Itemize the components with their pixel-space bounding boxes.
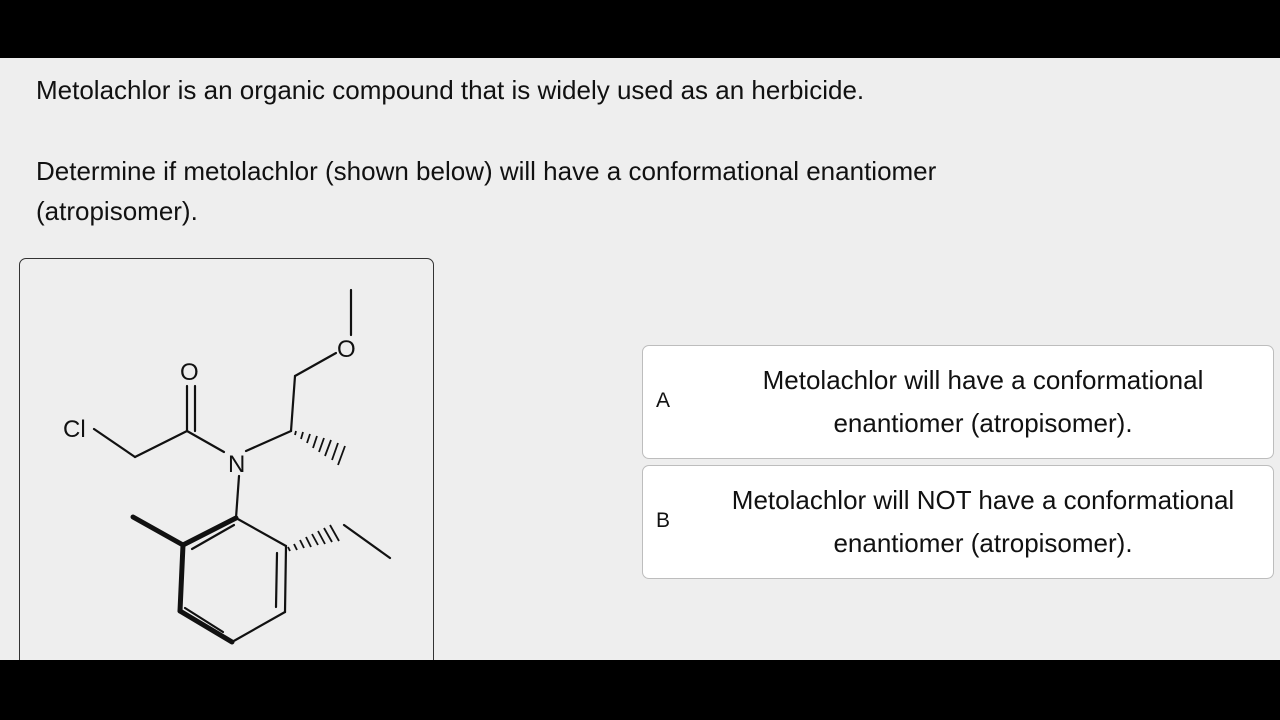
ring-bond-3 <box>232 612 285 642</box>
ring-bond-2 <box>285 546 286 612</box>
bond-ch-ch2 <box>291 376 295 431</box>
bond-carbonyl-n <box>187 431 224 452</box>
question-panel <box>0 58 1280 660</box>
option-text: Metolachlor will have a conformational enantiomer (atropisomer). <box>762 365 1204 438</box>
ring-bond-1 <box>236 518 286 546</box>
ring-inner-1 <box>276 553 277 607</box>
bold-ring-bond-b <box>180 545 183 611</box>
hashed-bond-ethyl <box>288 525 339 551</box>
atom-chlorine: Cl <box>63 416 86 443</box>
bond-cl-ch2 <box>94 429 135 457</box>
bold-ring-bond-a <box>180 611 232 642</box>
question-intro: Metolachlor is an organic compound that is widely used as an herbicide. <box>36 75 865 105</box>
answer-option-b[interactable] <box>642 465 1274 579</box>
option-letter: A <box>656 389 671 412</box>
bold-ring-bond-c <box>183 518 236 545</box>
answer-option-a[interactable] <box>642 345 1274 459</box>
atom-carbonyl-oxygen: O <box>180 359 199 386</box>
option-letter: B <box>656 509 671 532</box>
question-prompt: Determine if metolachlor (shown below) will have a conformational enantiomer (atropisomer). <box>36 156 937 226</box>
bond-ethyl <box>344 525 390 558</box>
atom-nitrogen: N <box>228 451 246 478</box>
atom-ether-oxygen: O <box>337 336 356 363</box>
molecule-structure-panel <box>19 258 434 660</box>
bold-methyl-bond <box>133 517 183 545</box>
bond-ch2-carbonyl <box>135 431 187 457</box>
bond-n-aryl <box>236 476 239 518</box>
hashed-bond-methyl <box>295 431 345 465</box>
bond-n-ch <box>246 431 291 451</box>
metolachlor-structure <box>20 259 433 660</box>
bond-ch2-o <box>295 353 336 376</box>
option-text: Metolachlor will NOT have a conformational enantiomer (atropisomer). <box>731 485 1235 558</box>
